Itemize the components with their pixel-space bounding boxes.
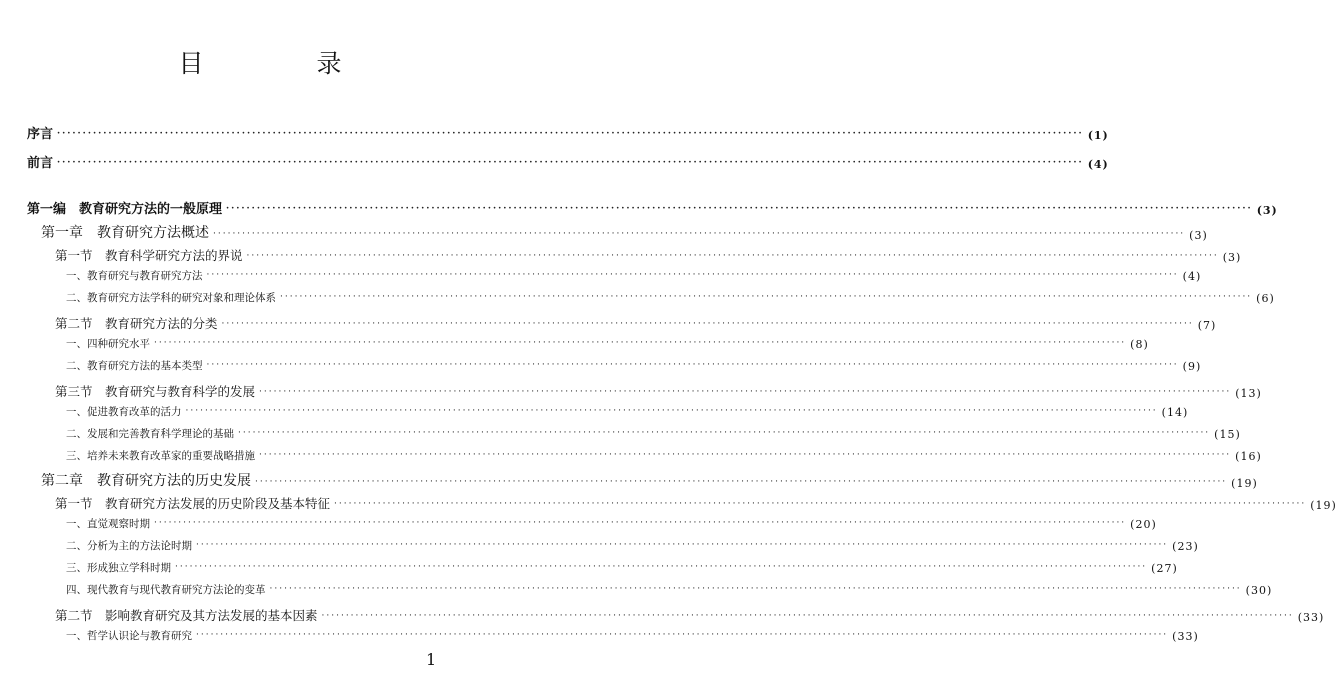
toc-entry-label: 第一节 教育研究方法发展的历史阶段及基本特征 — [55, 496, 331, 511]
toc-entry-label: 四、现代教育与现代教育研究方法论的变革 — [66, 584, 266, 596]
toc-entry-label: 三、培养未来教育改革家的重要战略措施 — [66, 450, 255, 462]
toc-entry-page: (9) — [1182, 360, 1202, 373]
toc-entry-label: 一、四种研究水平 — [66, 338, 150, 350]
toc-entry[interactable] — [66, 448, 1262, 463]
toc-entry[interactable] — [66, 582, 1273, 597]
toc-entry-label: 第一编 教育研究方法的一般原理 — [27, 202, 223, 217]
toc-leader-dots: ········································································································································································································ — [226, 204, 1253, 214]
toc-entry-label: 第三节 教育研究与教育科学的发展 — [55, 384, 256, 399]
toc-entry-page: (33) — [1297, 611, 1325, 624]
toc-entry-label: 二、发展和完善教育科学理论的基础 — [66, 428, 234, 440]
toc-leader-dots: ········································································································································································································ — [280, 292, 1253, 302]
page-number: 1 — [426, 650, 437, 669]
toc-entry[interactable] — [66, 426, 1241, 441]
toc-entry[interactable] — [41, 470, 1258, 490]
toc-leader-dots: ········································································································································································································ — [185, 406, 1158, 416]
toc-entry-label: 前言 — [27, 156, 54, 171]
toc-entry-page: (8) — [1130, 338, 1149, 351]
toc-entry-label: 三、形成独立学科时期 — [66, 562, 171, 574]
toc-entry-page: (6) — [1256, 292, 1275, 305]
toc-entry-label: 序言 — [27, 127, 54, 142]
toc-leader-dots: ········································································································································································································ — [213, 229, 1186, 239]
toc-leader-dots: ········································································································································································································ — [334, 499, 1307, 509]
toc-entry-page: (16) — [1235, 450, 1262, 463]
toc-entry[interactable] — [55, 246, 1242, 264]
toc-entry-page: (19) — [1231, 477, 1258, 490]
toc-entry[interactable] — [66, 290, 1275, 305]
toc-entry-label: 一、哲学认识论与教育研究 — [66, 630, 192, 642]
toc-entry-page: (13) — [1235, 387, 1262, 400]
toc-entry[interactable] — [66, 268, 1202, 283]
toc-leader-dots: ········································································································································································································ — [57, 158, 1084, 168]
toc-entry-label: 第二节 影响教育研究及其方法发展的基本因素 — [55, 608, 318, 623]
toc-entry[interactable] — [55, 382, 1262, 400]
toc-entry[interactable] — [66, 560, 1178, 575]
toc-leader-dots: ········································································································································································································ — [206, 270, 1179, 280]
toc-entry[interactable] — [66, 358, 1202, 373]
toc-entry-label: 第二节 教育研究方法的分类 — [55, 316, 218, 331]
toc-leader-dots: ········································································································································································································ — [154, 518, 1127, 528]
toc-entry[interactable] — [66, 404, 1189, 419]
toc-entry[interactable] — [27, 123, 1109, 142]
toc-entry-page: (30) — [1245, 584, 1273, 597]
toc-entry-page: (14) — [1161, 406, 1189, 419]
toc-leader-dots: ········································································································································································································ — [259, 387, 1232, 397]
toc-entry[interactable] — [27, 198, 1278, 217]
toc-entry-label: 二、教育研究方法的基本类型 — [66, 360, 203, 372]
toc-entry-page: (33) — [1172, 630, 1199, 643]
toc-entry-label: 二、教育研究方法学科的研究对象和理论体系 — [66, 292, 276, 304]
toc-entry[interactable] — [41, 222, 1208, 242]
toc-leader-dots: ········································································································································································································ — [246, 251, 1219, 261]
toc-entry[interactable] — [66, 336, 1149, 351]
toc-leader-dots: ········································································································································································································ — [321, 611, 1294, 621]
toc-entry-label: 二、分析为主的方法论时期 — [66, 540, 192, 552]
toc-leader-dots: ········································································································································································································ — [196, 630, 1169, 640]
toc-entry-label: 第二章 教育研究方法的历史发展 — [41, 473, 251, 489]
toc-leader-dots: ········································································································································································································ — [221, 319, 1194, 329]
toc-entry[interactable] — [27, 152, 1109, 171]
toc-entry-page: (4) — [1182, 270, 1202, 283]
toc-leader-dots: ········································································································································································································ — [255, 477, 1228, 487]
toc-leader-dots: ········································································································································································································ — [196, 540, 1169, 550]
toc-entry[interactable] — [55, 606, 1325, 624]
toc-entry[interactable] — [66, 628, 1199, 643]
toc-leader-dots: ········································································································································································································ — [269, 584, 1242, 594]
toc-entry[interactable] — [55, 494, 1337, 512]
toc-leader-dots: ········································································································································································································ — [259, 450, 1232, 460]
toc-entry[interactable] — [66, 516, 1157, 531]
toc-leader-dots: ········································································································································································································ — [206, 360, 1179, 370]
toc-entry-label: 一、直觉观察时期 — [66, 518, 150, 530]
toc-entry-page: (3) — [1222, 251, 1242, 264]
toc-entry-page: (19) — [1310, 499, 1337, 512]
toc-entry-page: (1) — [1087, 129, 1109, 142]
toc-entry-page: (3) — [1256, 204, 1278, 217]
toc-entry-page: (3) — [1189, 229, 1208, 242]
toc-entry[interactable] — [66, 538, 1199, 553]
toc-leader-dots: ········································································································································································································ — [238, 428, 1211, 438]
toc-leader-dots: ········································································································································································································ — [154, 338, 1127, 348]
toc-entry-page: (4) — [1087, 158, 1109, 171]
toc-title: 目 录 — [178, 49, 386, 78]
toc-leader-dots: ········································································································································································································ — [175, 562, 1148, 572]
toc-entry-label: 一、教育研究与教育研究方法 — [66, 270, 203, 282]
toc-entry-label: 第一节 教育科学研究方法的界说 — [55, 248, 243, 263]
toc-entry[interactable] — [55, 314, 1217, 332]
toc-entry-page: (27) — [1151, 562, 1178, 575]
toc-entry-label: 一、促进教育改革的活力 — [66, 406, 182, 418]
toc-entry-page: (7) — [1197, 319, 1217, 332]
toc-leader-dots: ········································································································································································································ — [57, 129, 1084, 139]
toc-entry-label: 第一章 教育研究方法概述 — [41, 225, 209, 241]
toc-entry-page: (20) — [1130, 518, 1157, 531]
toc-entry-page: (15) — [1214, 428, 1241, 441]
toc-entry-page: (23) — [1172, 540, 1199, 553]
